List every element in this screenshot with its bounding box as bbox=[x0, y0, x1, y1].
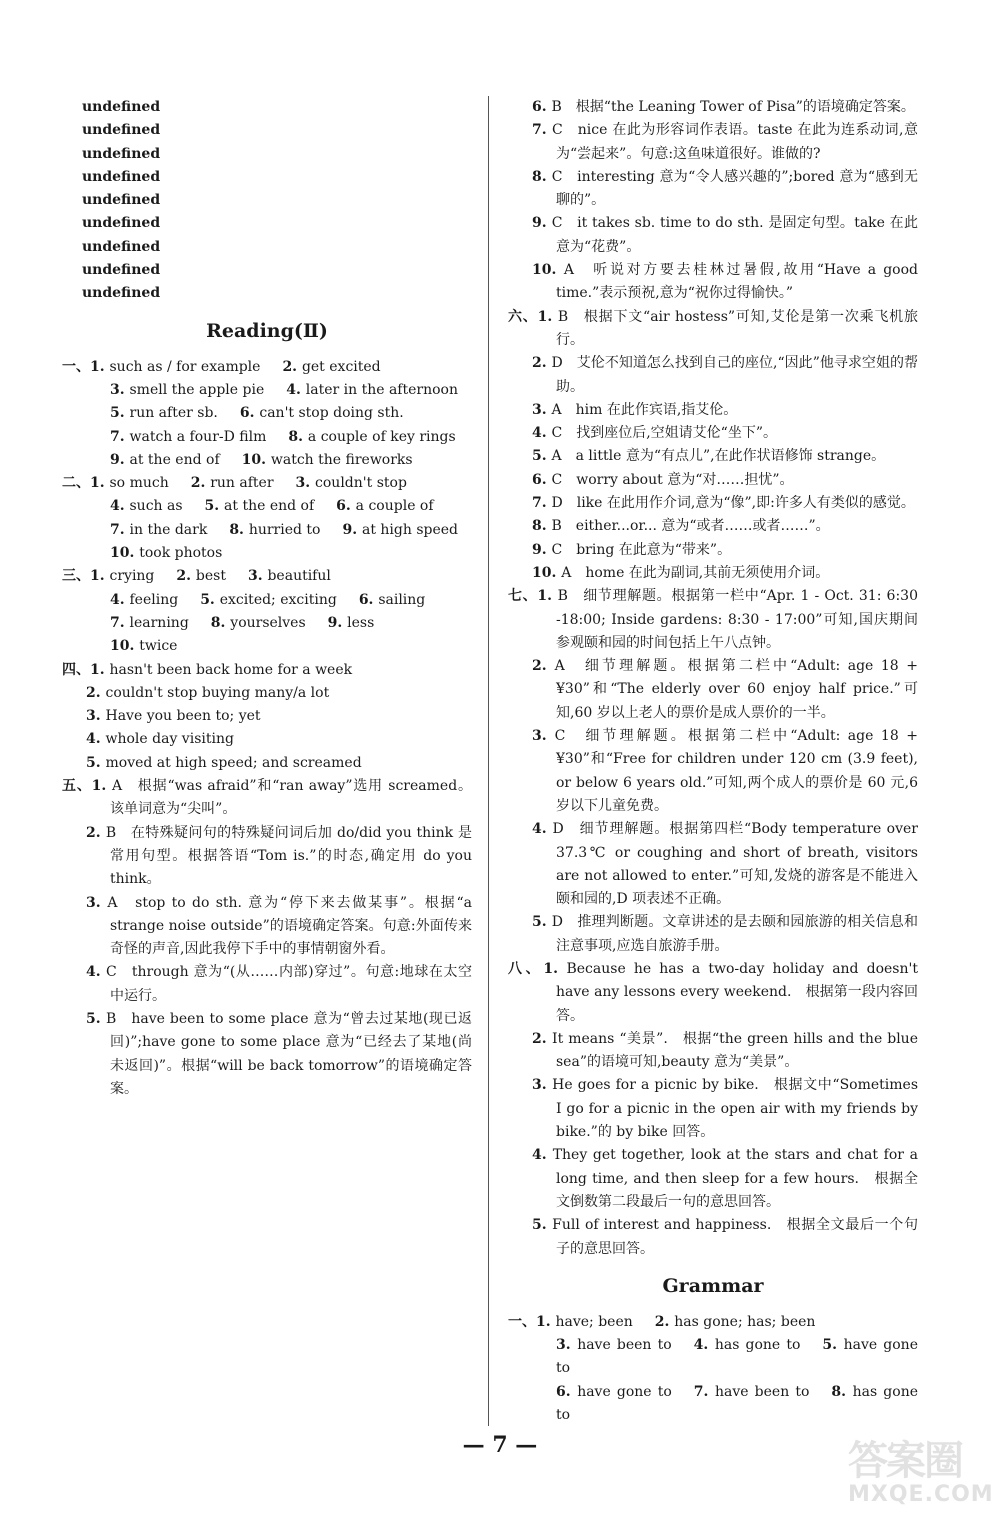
item-number: 6. bbox=[239, 405, 260, 422]
item-number: 2. bbox=[654, 1313, 675, 1330]
item-number: 3. bbox=[295, 475, 316, 492]
item-text: whole day visiting bbox=[105, 731, 234, 748]
item-text: feeling bbox=[129, 591, 179, 608]
item-number: 8. bbox=[532, 518, 552, 535]
item-text: C nice 在此为形容词作表语。taste 在此为连系动词,意为“尝起来”。句意:这鱼味道很好。谁做的? bbox=[552, 122, 919, 162]
item-number: 6. bbox=[532, 471, 552, 488]
item-number: 3. bbox=[86, 708, 106, 725]
item-number: undefined bbox=[82, 122, 161, 139]
item-text: sailing bbox=[378, 591, 426, 608]
item-number: 2. bbox=[190, 475, 211, 492]
exercise-7 bbox=[508, 585, 918, 958]
item-number: 6. bbox=[336, 498, 356, 515]
section-title-grammar: Grammar bbox=[662, 1274, 764, 1297]
exercise-5-continued bbox=[508, 96, 918, 306]
answer-row bbox=[62, 472, 472, 495]
item-number: undefined bbox=[82, 262, 161, 279]
item-number: 5. bbox=[822, 1337, 844, 1354]
item-text: such as bbox=[129, 498, 183, 515]
answer-item bbox=[508, 306, 918, 353]
item-number: 3. bbox=[110, 381, 130, 398]
answer-item bbox=[62, 961, 472, 1008]
item-text: have been to bbox=[577, 1337, 672, 1354]
item-number: 6. bbox=[556, 1383, 578, 1400]
answer-item bbox=[62, 236, 472, 259]
item-number: 3. bbox=[556, 1337, 578, 1354]
answer-row bbox=[62, 542, 472, 565]
item-text: A a little 意为“有点儿”,在此作状语修饰 strange。 bbox=[551, 448, 886, 465]
item-text: such as / for example bbox=[109, 358, 261, 375]
item-text: a couple of bbox=[355, 498, 434, 515]
answer-row bbox=[62, 356, 472, 379]
item-text: has gone to bbox=[556, 1383, 918, 1424]
item-text: C through 意为“(从……内部)穿过”。句意:地球在太空中运行。 bbox=[106, 964, 472, 1004]
item-text: hasn't been back home for a week bbox=[109, 661, 353, 678]
answer-item bbox=[508, 585, 918, 655]
section-label: 二、 bbox=[62, 475, 90, 492]
answer-item bbox=[62, 892, 472, 962]
item-number: 4. bbox=[286, 381, 306, 398]
item-text: excited; exciting bbox=[219, 591, 337, 608]
item-text: Have you been to; yet bbox=[105, 708, 261, 725]
answer-item bbox=[62, 189, 472, 212]
answer-row bbox=[508, 1311, 918, 1334]
section-label: 七、 bbox=[508, 588, 538, 605]
answer-item bbox=[508, 119, 918, 166]
answer-item bbox=[508, 539, 918, 562]
item-number: 7. bbox=[110, 428, 130, 445]
item-text: have; been bbox=[555, 1313, 633, 1330]
item-number: 8. bbox=[229, 521, 249, 538]
item-text: Full of interest and happiness. 根据全文最后一个句子的意思回答。 bbox=[552, 1217, 918, 1257]
item-text: C interesting 意为“令人感兴趣的”;bored 意为“感到无聊的”。 bbox=[551, 168, 918, 209]
item-number: 7. bbox=[110, 521, 130, 538]
item-number: 1. bbox=[90, 475, 110, 492]
item-number: 4. bbox=[532, 1147, 553, 1164]
item-number: 1. bbox=[537, 308, 558, 325]
exercise-2 bbox=[62, 472, 472, 565]
item-number: 3. bbox=[247, 568, 268, 585]
item-number: 2. bbox=[532, 658, 555, 675]
item-text: at high speed bbox=[361, 521, 458, 538]
answer-row bbox=[62, 612, 472, 635]
item-text: run after sb. bbox=[129, 405, 218, 422]
item-text: A 听说对方要去桂林过暑假,故用“Have a good time.”表示预祝,意为“祝你过得愉快。” bbox=[556, 262, 919, 302]
item-number: 7. bbox=[532, 122, 553, 139]
right-column bbox=[508, 96, 918, 1427]
item-number: 6. bbox=[532, 99, 552, 115]
exercise-6 bbox=[508, 306, 918, 586]
item-text: B 根据下文“air hostess”可知,艾伦是第一次乘飞机旅行。 bbox=[556, 308, 918, 348]
item-number: 4. bbox=[110, 498, 130, 515]
item-number: undefined bbox=[82, 238, 161, 255]
watermark-logo: 答案圈 MXQE.COM bbox=[848, 1438, 994, 1507]
item-number: undefined bbox=[82, 99, 161, 115]
answer-item bbox=[508, 818, 918, 911]
item-number: 1. bbox=[537, 588, 558, 605]
answer-item bbox=[62, 659, 472, 682]
exercise-1 bbox=[62, 356, 472, 472]
item-number: 4. bbox=[86, 964, 107, 981]
item-number: 4. bbox=[693, 1337, 715, 1354]
item-number: 5. bbox=[532, 448, 552, 465]
item-text: D 推理判断题。文章讲述的是去颐和园旅游的相关信息和注意事项,应选自旅游手册。 bbox=[551, 914, 918, 954]
item-text: C worry about 意为“对……担忧”。 bbox=[551, 471, 794, 488]
answer-row bbox=[62, 379, 472, 402]
exercise-5 bbox=[62, 775, 472, 1101]
section-label: 三、 bbox=[62, 568, 90, 585]
answer-row bbox=[62, 402, 472, 425]
item-number: 4. bbox=[86, 731, 106, 748]
item-text: can't stop doing sth. bbox=[259, 405, 404, 422]
item-text: A 根据“was afraid”和“ran away”选用 screamed。该单词意为“尖叫”。 bbox=[110, 778, 472, 818]
item-text: at the end of bbox=[224, 498, 315, 515]
item-text: watch the fireworks bbox=[270, 451, 413, 468]
answer-row bbox=[62, 635, 472, 658]
section-title-reading: Reading(Ⅱ) bbox=[206, 319, 328, 342]
item-number: 7. bbox=[110, 614, 130, 631]
section-label: 一、 bbox=[508, 1313, 536, 1330]
answer-item bbox=[508, 725, 918, 818]
item-text: B 细节理解题。根据第一栏中“Apr. 1 - Oct. 31: 6:30 -18:00; Inside gardens: 8:30 - 17:00”可知,国庆期间参观颐和园的时间包括上午八点钟。 bbox=[556, 588, 918, 651]
item-number: 3. bbox=[86, 894, 108, 911]
answer-item bbox=[508, 958, 918, 1028]
item-text: B have been to some place 意为“曾去过某地(现已返回)”;have gone to some place 意为“已经去了某地(尚未返回)”。根据“will be back tomorrow”的语境确定答案。 bbox=[106, 1010, 472, 1097]
item-number: 9. bbox=[327, 614, 348, 631]
item-text: smell the apple pie bbox=[129, 381, 265, 398]
answer-item bbox=[508, 96, 918, 119]
item-text: learning bbox=[129, 614, 189, 631]
item-number: undefined bbox=[82, 168, 161, 185]
item-number: 1. bbox=[536, 1313, 556, 1330]
page-number: — 7 — bbox=[462, 1432, 538, 1458]
item-number: 2. bbox=[282, 358, 302, 375]
section-label: 八、 bbox=[508, 960, 544, 977]
answer-item bbox=[508, 562, 918, 585]
item-text: A stop to do sth. 意为“停下来去做某事”。根据“a strange noise outside”的语境确定答案。句意:外面传来奇怪的声音,因此我停下手中的事情朝窗外看。 bbox=[107, 894, 472, 958]
item-number: undefined bbox=[82, 285, 161, 302]
item-text: took photos bbox=[139, 545, 223, 562]
item-number: undefined bbox=[82, 215, 161, 232]
item-text: has gone to bbox=[714, 1337, 801, 1354]
item-number: 1. bbox=[90, 661, 110, 678]
item-number: 10. bbox=[532, 262, 564, 279]
item-text: watch a four-D film bbox=[129, 428, 267, 445]
item-text: It means “美景”. 根据“the green hills and the blue sea”的语境可知,beauty 意为“美景”。 bbox=[552, 1030, 918, 1071]
answer-item bbox=[508, 911, 918, 958]
item-text: have been to bbox=[714, 1383, 810, 1400]
item-text: have gone to bbox=[556, 1337, 918, 1377]
item-text: B 在特殊疑问句的特殊疑问词后加 do/did you think 是常用句型。根据答语“Tom is.”的时态,确定用 do you think。 bbox=[105, 824, 472, 888]
left-column bbox=[62, 96, 472, 1101]
item-text: They get together, look at the stars and chat for a long time, and then sleep for a few hours. 根据全文倒数第二段最后一句的意思回答。 bbox=[552, 1147, 918, 1210]
answer-item bbox=[508, 399, 918, 422]
item-number: 2. bbox=[532, 1030, 553, 1047]
section-label: 四、 bbox=[62, 661, 90, 678]
item-number: 5. bbox=[532, 914, 552, 931]
answer-item bbox=[508, 492, 918, 515]
item-number: 7. bbox=[532, 495, 552, 512]
answer-item bbox=[508, 1074, 918, 1144]
answer-item bbox=[62, 1008, 472, 1101]
item-text: D like 在此用作介词,意为“像”,即:许多人有类似的感觉。 bbox=[551, 495, 915, 512]
item-text: C 找到座位后,空姐请艾伦“坐下”。 bbox=[551, 425, 777, 442]
item-text: D 细节理解题。根据第四栏“Body temperature over 37.3℃ or coughing and short of breath, visitors are not allowed to enter.”可知,发烧的游客是不能进入颐和园的,D 项表述不正确。 bbox=[552, 821, 918, 908]
item-number: 2. bbox=[86, 684, 106, 701]
item-text: best bbox=[195, 568, 226, 585]
item-number: 10. bbox=[110, 545, 140, 562]
item-number: 5. bbox=[204, 498, 225, 515]
item-number: 5. bbox=[200, 591, 220, 608]
item-text: crying bbox=[109, 568, 155, 585]
answer-item bbox=[508, 515, 918, 538]
answer-item bbox=[508, 212, 918, 259]
item-text: A 细节理解题。根据第二栏中“Adult: age 18 + ¥30”和“The elderly over 60 enjoy half price.”可知,60 岁以上老人的票价是成人票价的一半。 bbox=[554, 658, 918, 721]
item-text: B either...or... 意为“或者……或者……”。 bbox=[551, 518, 830, 535]
item-number: 4. bbox=[532, 821, 553, 838]
answer-item bbox=[62, 259, 472, 282]
item-text: less bbox=[347, 614, 375, 631]
item-number: 7. bbox=[693, 1383, 715, 1400]
answer-item bbox=[62, 96, 472, 119]
answer-row bbox=[62, 449, 472, 472]
item-text: B 根据“the Leaning Tower of Pisa”的语境确定答案。 bbox=[551, 99, 915, 115]
answer-row bbox=[62, 519, 472, 542]
answer-item bbox=[508, 1214, 918, 1261]
item-number: 3. bbox=[532, 1077, 553, 1094]
answer-row bbox=[62, 426, 472, 449]
item-text: beautiful bbox=[267, 568, 331, 585]
item-text: A him 在此作宾语,指艾伦。 bbox=[551, 401, 738, 418]
item-number: 8. bbox=[532, 168, 552, 185]
answer-item bbox=[62, 166, 472, 189]
exercise-4 bbox=[62, 659, 472, 775]
grammar-exercise-1 bbox=[508, 1311, 918, 1427]
answer-item bbox=[508, 422, 918, 445]
item-number: 8. bbox=[288, 428, 308, 445]
item-number: 9. bbox=[110, 451, 130, 468]
item-text: C 细节理解题。根据第二栏中“Adult: age 18 + ¥30”和“Free for children under 120 cm (3.9 feet), or below 6 years old.”可知,两个成人的票价是 60 元,6 岁以下儿童免费。 bbox=[554, 728, 918, 814]
answer-row bbox=[508, 1334, 918, 1381]
item-text: have gone to bbox=[577, 1383, 672, 1400]
item-text: He goes for a picnic by bike. 根据文中“Sometimes I go for a picnic in the open air with my friends by bike.”的 by bike 回答。 bbox=[552, 1077, 919, 1141]
section-label: 一、 bbox=[62, 358, 90, 375]
answer-item bbox=[62, 282, 472, 305]
item-text: C it takes sb. time to do sth. 是固定句型。take 在此意为“花费”。 bbox=[551, 215, 918, 255]
item-text: has gone; has; been bbox=[674, 1313, 816, 1330]
item-text: at the end of bbox=[129, 451, 220, 468]
item-number: 9. bbox=[342, 521, 362, 538]
item-number: 5. bbox=[110, 405, 130, 422]
item-number: 3. bbox=[532, 401, 552, 418]
item-number: undefined bbox=[82, 145, 161, 162]
answer-row bbox=[508, 1381, 918, 1428]
answer-item bbox=[62, 775, 472, 822]
answer-row bbox=[62, 495, 472, 518]
item-text: moved at high speed; and screamed bbox=[105, 754, 362, 771]
item-text: so much bbox=[109, 475, 169, 492]
item-number: 1. bbox=[91, 778, 112, 795]
item-number: 6. bbox=[358, 591, 379, 608]
item-number: 4. bbox=[110, 591, 130, 608]
answer-item bbox=[508, 1144, 918, 1214]
item-text: A home 在此为副词,其前无须使用介词。 bbox=[561, 564, 830, 581]
item-number: 10. bbox=[241, 451, 271, 468]
column-divider bbox=[488, 96, 489, 1426]
answer-item bbox=[508, 1028, 918, 1075]
item-number: 5. bbox=[532, 1217, 553, 1234]
item-number: 8. bbox=[831, 1383, 853, 1400]
answer-item bbox=[508, 655, 918, 725]
item-number: 9. bbox=[532, 541, 552, 558]
item-number: 2. bbox=[532, 355, 552, 372]
item-text: Because he has a two-day holiday and doesn't have any lessons every weekend. 根据第一段内容回答。 bbox=[556, 960, 918, 1024]
item-text: twice bbox=[139, 638, 178, 655]
section-label: 六、 bbox=[508, 308, 538, 325]
answer-item bbox=[62, 143, 472, 166]
answer-item bbox=[62, 119, 472, 142]
item-text: run after bbox=[210, 475, 274, 492]
item-text: hurried to bbox=[248, 521, 321, 538]
answer-item bbox=[62, 728, 472, 751]
item-number: 5. bbox=[86, 754, 106, 771]
answer-item bbox=[508, 259, 918, 306]
item-number: 2. bbox=[86, 824, 106, 841]
answer-item bbox=[62, 212, 472, 235]
item-number: 1. bbox=[90, 358, 110, 375]
item-number: 8. bbox=[210, 614, 231, 631]
item-text: couldn't stop buying many/a lot bbox=[105, 684, 330, 701]
section-label: 五、 bbox=[62, 778, 92, 795]
answer-item bbox=[508, 445, 918, 468]
item-number: 10. bbox=[532, 564, 562, 581]
item-text: get excited bbox=[301, 358, 381, 375]
item-number: 9. bbox=[532, 215, 552, 232]
item-number: 1. bbox=[90, 568, 110, 585]
item-number: 4. bbox=[532, 425, 552, 442]
answer-item bbox=[508, 166, 918, 213]
answer-row bbox=[62, 589, 472, 612]
item-text: a couple of key rings bbox=[307, 428, 456, 445]
item-text: C bring 在此意为“带来”。 bbox=[551, 541, 732, 558]
answer-item bbox=[62, 822, 472, 892]
item-text: couldn't stop bbox=[315, 475, 407, 492]
item-text: D 艾伦不知道怎么找到自己的座位,“因此”他寻求空姐的帮助。 bbox=[551, 355, 918, 395]
answer-item bbox=[508, 469, 918, 492]
answer-item bbox=[508, 352, 918, 399]
answer-list-continued bbox=[62, 96, 472, 306]
item-number: 2. bbox=[176, 568, 196, 585]
item-text: later in the afternoon bbox=[305, 381, 458, 398]
answer-row bbox=[62, 565, 472, 588]
answer-item bbox=[62, 682, 472, 705]
item-number: 1. bbox=[543, 960, 567, 977]
exercise-8 bbox=[508, 958, 918, 1261]
item-number: 3. bbox=[532, 728, 555, 745]
item-number: 10. bbox=[110, 638, 140, 655]
item-number: 5. bbox=[86, 1010, 107, 1027]
item-text: yourselves bbox=[230, 614, 306, 631]
item-number: undefined bbox=[82, 192, 161, 209]
answer-item bbox=[62, 705, 472, 728]
exercise-3 bbox=[62, 565, 472, 658]
answer-item bbox=[62, 752, 472, 775]
item-text: in the dark bbox=[129, 521, 208, 538]
